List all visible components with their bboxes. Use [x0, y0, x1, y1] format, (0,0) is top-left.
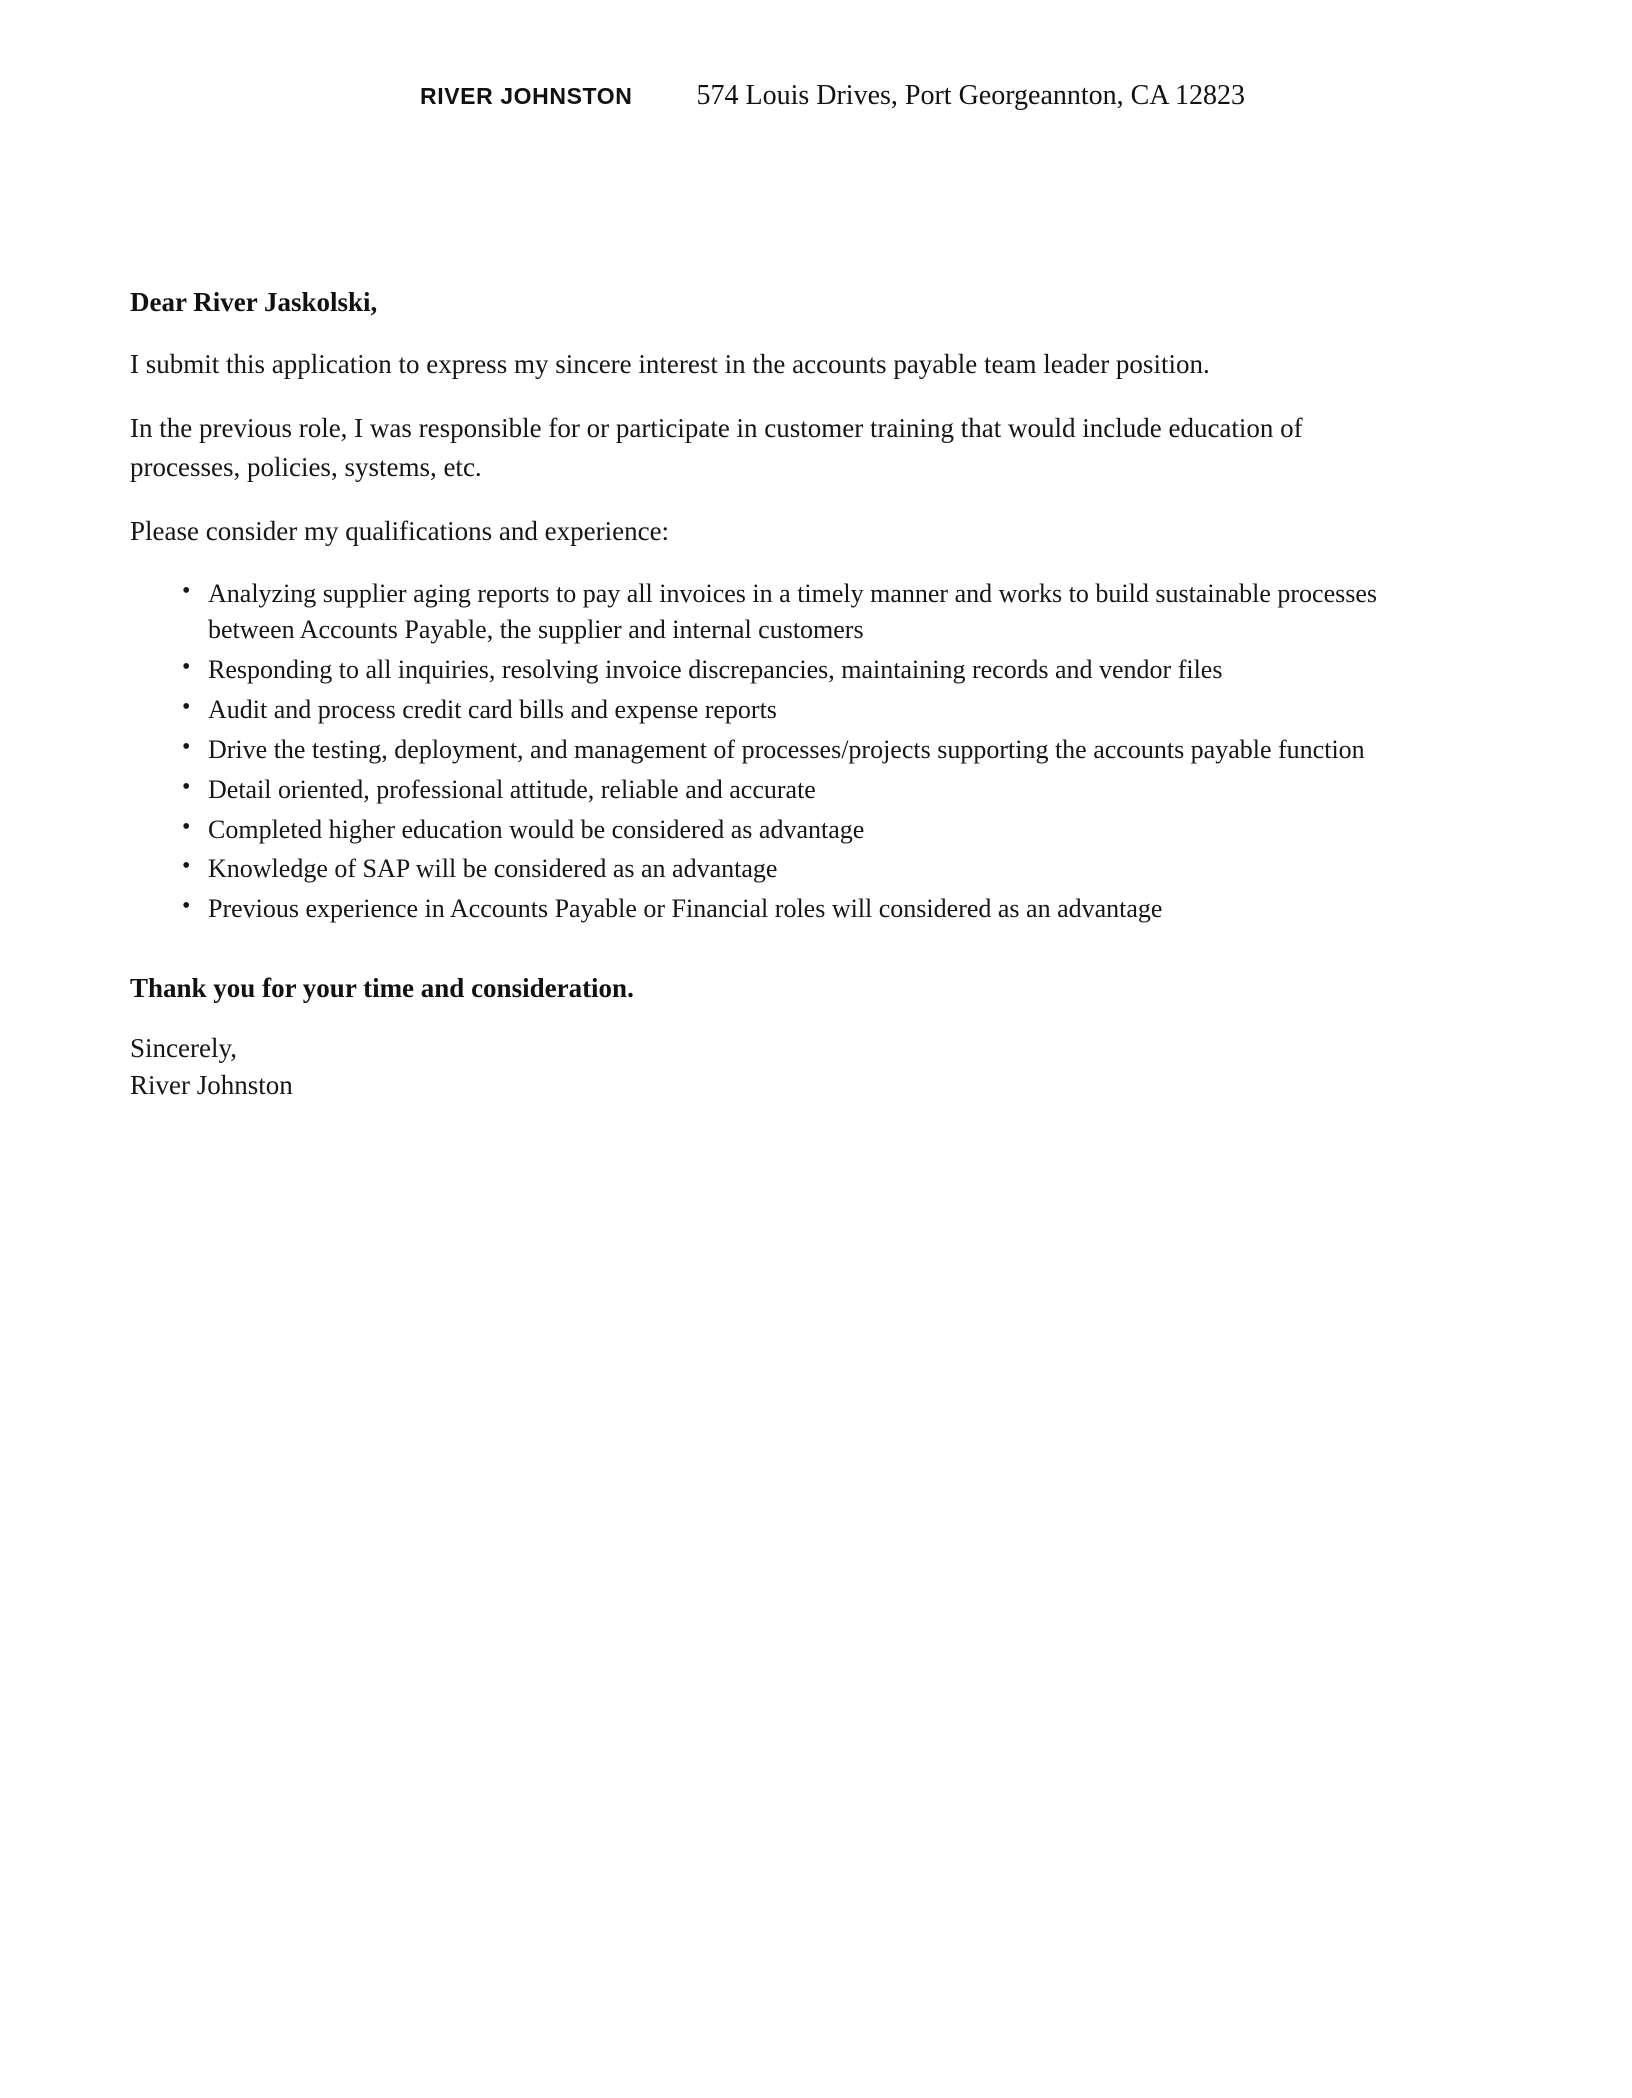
closing-block: [130, 1030, 1397, 1103]
closing-word: Sincerely,: [130, 1033, 237, 1064]
letter-body: [130, 287, 1502, 1104]
salutation: Dear River Jaskolski,: [130, 287, 378, 317]
list-item: • Responding to all inquiries, resolving invoice discrepancies, maintaining records and vendor files: [178, 652, 1397, 688]
intro-paragraph: I submit this application to express my sincere interest in the accounts payable team leader position.: [130, 349, 1210, 379]
qualifications-lead-in: Please consider my qualifications and experience:: [130, 515, 670, 546]
list-item: • Previous experience in Accounts Payable or Financial roles will considered as an advantage: [178, 891, 1397, 927]
thank-you-line: Thank you for your time and consideration.: [130, 973, 634, 1004]
list-item: • Completed higher education would be considered as advantage: [178, 812, 1397, 848]
list-item: • Audit and process credit card bills and expense reports: [178, 692, 1397, 728]
experience-paragraph: In the previous role, I was responsible for or participate in customer training that would include education of processes, policies, systems, etc.: [130, 413, 1303, 482]
list-item: • Detail oriented, professional attitude, reliable and accurate: [178, 772, 1397, 808]
list-item: • Drive the testing, deployment, and management of processes/projects supporting the accounts payable function: [178, 732, 1397, 768]
letterhead-name: RIVER JOHNSTON: [420, 83, 633, 109]
qualifications-list: [130, 576, 1397, 927]
letterhead: [130, 80, 1502, 112]
signature-name: River Johnston: [130, 1069, 293, 1100]
list-item: • Knowledge of SAP will be considered as an advantage: [178, 851, 1397, 887]
letterhead-address: 574 Louis Drives, Port Georgeannton, CA 12823: [696, 80, 1246, 111]
list-item: • Analyzing supplier aging reports to pay all invoices in a timely manner and works to build sustainable processes between Accounts Payable, the supplier and internal customers: [178, 576, 1397, 648]
